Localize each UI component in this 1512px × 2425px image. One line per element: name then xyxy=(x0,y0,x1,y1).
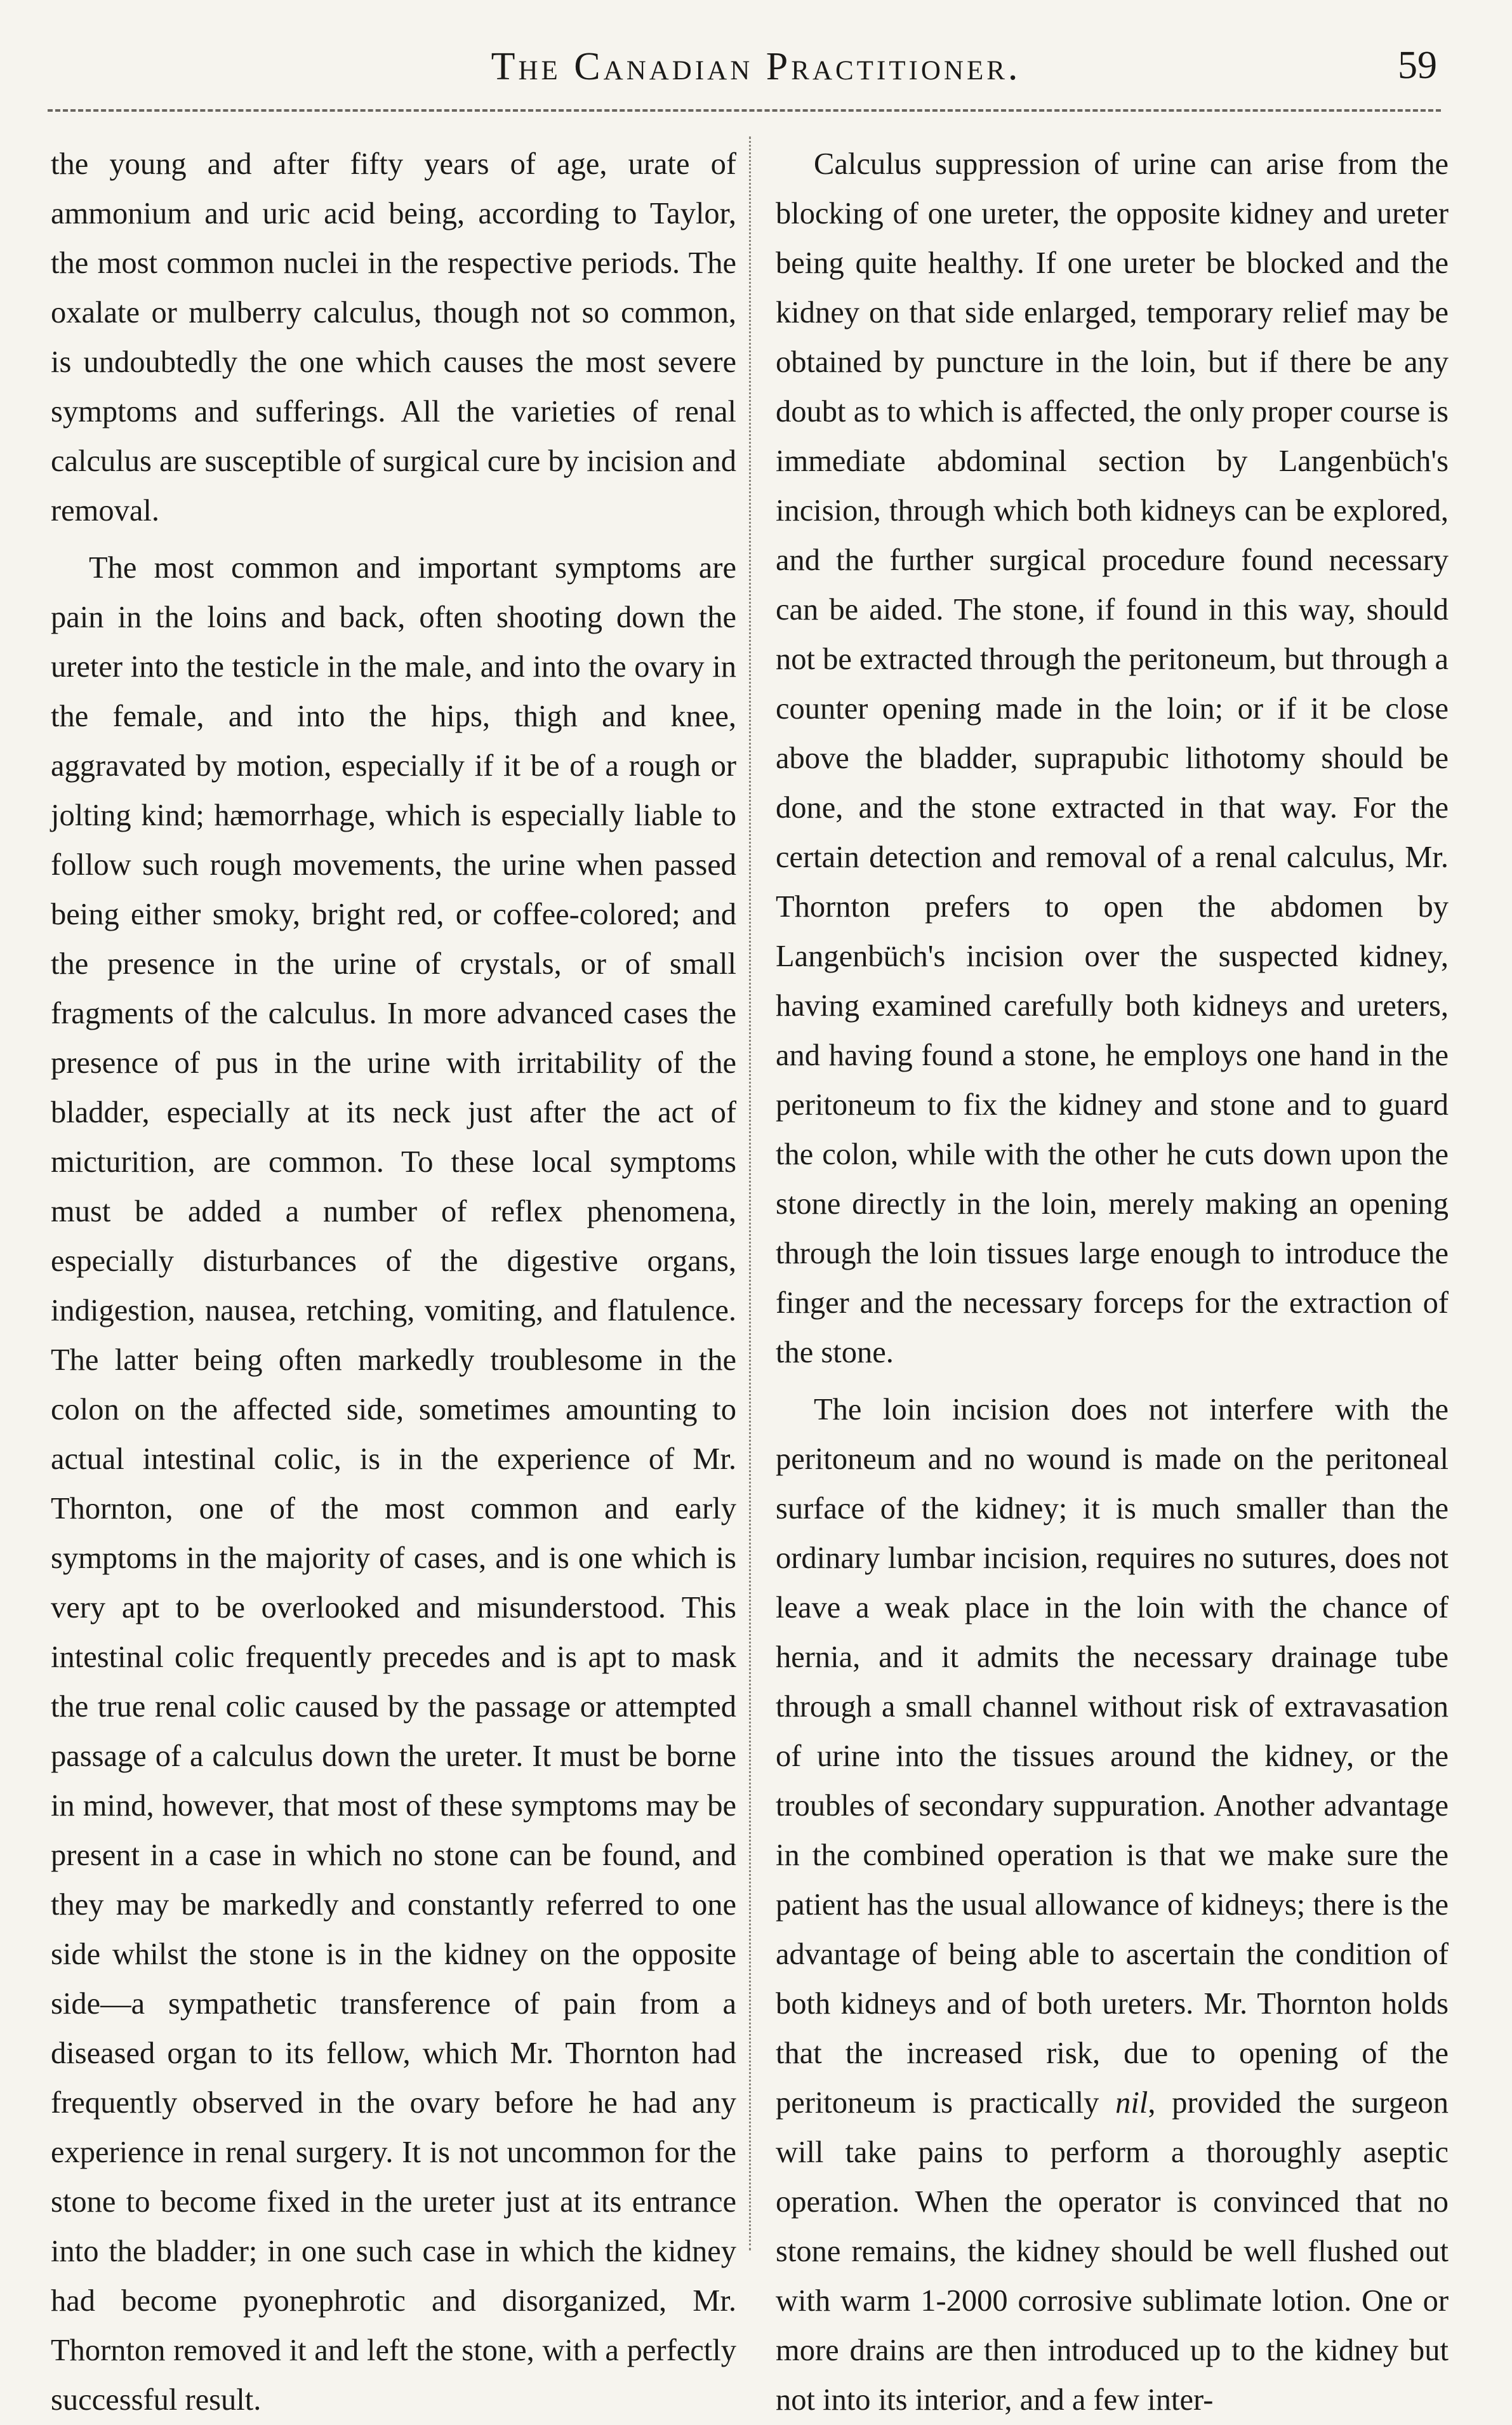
left-paragraph-2: The most common and important symptoms are pain in the loins and back, often shooting down the ureter into the testicle in the male, and into the ovary in the female, and into the hips, thigh and knee, aggravated by motion, especially if it be of a rough or jolting kind; hæmorrhage, which is especially liable to follow such rough movements, the urine when passed being either smoky, bright red, or coffee-colored; and the presence in the urine of crystals, or of small fragments of the calculus. In more advanced cases the presence of pus in the urine with irritability of the bladder, especially at its neck just after the act of micturition, are common. To these local symptoms must be added a number of reflex phenomena, especially disturbances of the digestive organs, indigestion, nausea, retching, vomiting, and flatulence. The latter being often markedly troublesome in the colon on the affected side, sometimes amounting to actual intestinal colic, is in the experience of Mr. Thornton, one of the most common and early symptoms in the majority of cases, and is one which is very apt to be overlooked and misunderstood. This intestinal colic frequently precedes and is apt to mask the true renal colic caused by the passage or attempted passage of a calculus down the ureter. It must be borne in mind, however, that most of these symptoms may be present in a case in which no stone can be found, and they may be markedly and constantly referred to one side whilst the stone is in the kidney on the opposite side—a sympathetic transference of pain from a diseased organ to its fellow, which Mr. Thornton had frequently observed in the ovary before he had any experience in renal surgery. It is not uncommon for the stone to become fixed in the ureter just at its entrance into the bladder; in one such case in which the kidney had become pyonephrotic and disorganized, Mr. Thornton removed it and left the stone, with a perfectly successful result. xyxy=(51,551,736,2417)
right-paragraph-2 xyxy=(776,1385,1449,2425)
right-paragraph-1: Calculus suppression of urine can arise from the blocking of one ureter, the opposite kidney and ureter being quite healthy. If one ureter be blocked and the kidney on that side enlarged, temporary relief may be obtained by puncture in the loin, but if there be any doubt as to which is affected, the only proper course is immediate abdominal section by Langenbüch's incision, through which both kidneys can be explored, and the further surgical procedure found necessary can be aided. The stone, if found in this way, should not be extracted through the peritoneum, but through a counter opening made in the loin; or if it be close above the bladder, suprapubic lithotomy should be done, and the stone extracted in that way. For the certain detection and removal of a renal calculus, Mr. Thornton prefers to open the abdomen by Langenbüch's incision over the suspected kidney, having examined carefully both kidneys and ureters, and having found a stone, he employs one hand in the peritoneum to fix the kidney and stone and to guard the colon, while with the other he cuts down upon the stone directly in the loin, merely making an opening through the loin tissues large enough to introduce the finger and the necessary forceps for the extraction of the stone. xyxy=(776,147,1449,1369)
italic-nil: nil xyxy=(1115,2086,1148,2120)
right-paragraph-2-text-a: The loin incision does not interfere with the peritoneum and no wound is made on the peritoneal surface of the kidney; it is much smaller than the ordinary lumbar incision, requires no sutures, does not leave a weak place in the loin with the chance of hernia, and it admits the necessary drainage tube through a small channel without risk of extravasation of urine into the tissues around the kidney, or the troubles of secondary suppuration. Another advantage in the combined operation is that we make sure the patient has the usual allowance of kidneys; there is the advantage of being able to ascertain the condition of both kidneys and of both ureters. Mr. Thornton holds that the increased risk, due to opening of the peritoneum is practically xyxy=(776,1393,1449,2120)
left-column xyxy=(51,140,736,2425)
right-column xyxy=(776,140,1449,2425)
left-paragraph-1: the young and after fifty years of age, urate of ammonium and uric acid being, according to Taylor, the most common nuclei in the respective periods. The oxalate or mulberry calculus, though not so common, is undoubtedly the one which causes the most severe symptoms and sufferings. All the varieties of renal calculus are susceptible of surgical cure by incision and removal. xyxy=(51,147,736,528)
running-head-title: The Canadian Practitioner. xyxy=(491,45,1021,88)
page-number: 59 xyxy=(1398,44,1437,87)
column-divider xyxy=(749,136,751,2250)
header-rule xyxy=(48,109,1441,112)
page-header xyxy=(0,38,1512,108)
right-paragraph-2-text-b: , provided the surgeon will take pains to perform a thoroughly aseptic operation. When the operator is convinced that no stone remains, the kidney should be well flushed out with warm 1-2000 corrosive sublimate lotion. One or more drains are then introduced up to the kidney but not into its interior, and a few inter- xyxy=(776,2086,1449,2417)
